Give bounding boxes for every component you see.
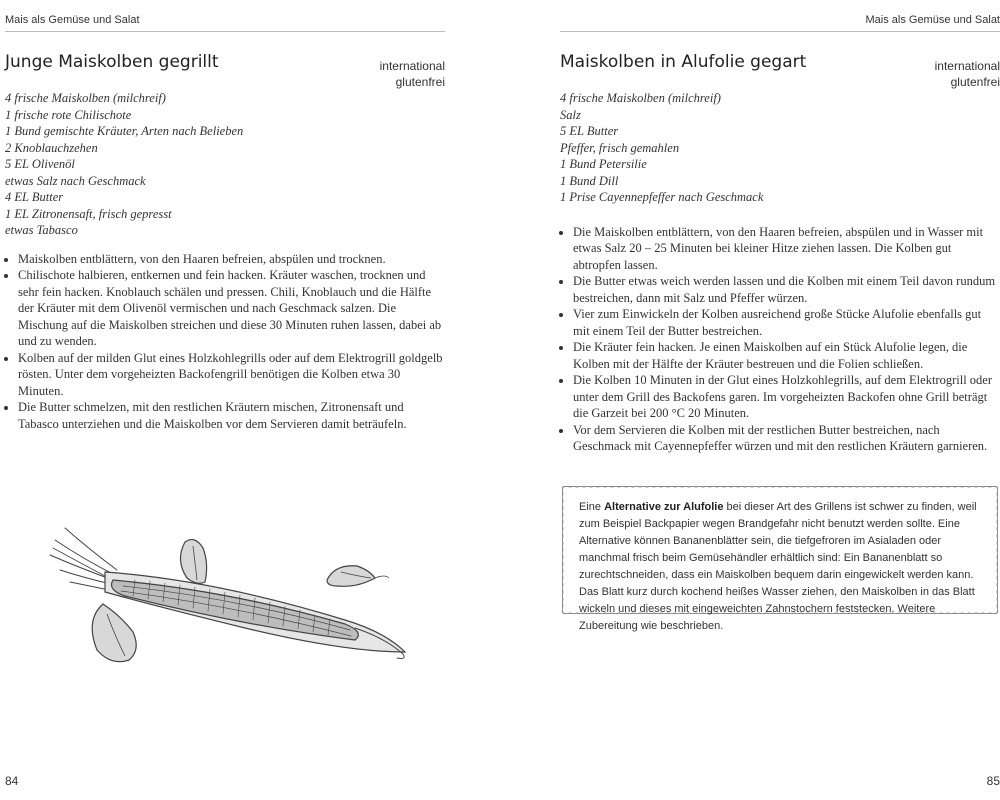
tag-glutenfree: glutenfrei [950,75,1000,89]
instruction-step: • Die Kräuter fein hacken. Je einen Maiskolben auf ein Stück Alufolie legen, die Kolben mit der Hälfte der Kräuter bestreuen und die Folien schließen. [573,339,1000,372]
instruction-step: • Kolben auf der milden Glut eines Holzkohlegrills oder auf dem Elektrogrill goldgelb rösten. Unter dem vorgeheizten Backofengrill benötigen die Kolben etwa 30 Minuten. [18,350,445,400]
tip-intro: Eine [579,501,605,513]
page-number: 84 [5,774,19,788]
ingredient-item: 1 Bund Petersilie [560,157,647,171]
instruction-list [5,251,445,433]
ingredient-list [560,90,1000,206]
running-head: Mais als Gemüse und Salat [5,14,140,26]
tip-body: bei dieser Art des Grillens ist schwer zu finden, weil zum Beispiel Backpapier wegen Brandgefahr nicht benutzt werden sollte. Eine Alternative können Bananenblätter sein, die tiefgefroren im Asialaden oder manchmal frisch beim Gemüsehändler erhältlich sind: Ein Bananenblatt so zurechtschneiden, dass ein Maiskolben bequem darin eingewickelt werden kann. Das Blatt kurz durch kochend heißes Wasser ziehen, den Maiskolben in das Blatt wickeln und dieses mit eingeweichten Zahnstochern feststecken. Weitere Zubereitung wie beschrieben. [579,501,977,632]
page-number: 85 [986,774,1000,788]
recipe-tags [380,58,445,90]
instruction-step: • Vor dem Servieren die Kolben mit der restlichen Butter bestreichen, nach Geschmack mit Cayennepfeffer würzen und mit den restlichen Kräutern garnieren. [573,422,1000,455]
tag-international: international [934,59,1000,73]
ingredient-item: 5 EL Butter [560,124,619,138]
tag-glutenfree: glutenfrei [395,75,445,89]
ingredient-item: Pfeffer, frisch gemahlen [560,140,680,155]
corn-garlic-illustration [45,520,415,680]
tag-international: international [379,59,445,73]
recipe-title: Junge Maiskolben gegrillt [5,52,219,72]
ingredient-item: 2 Knoblauchzehen [5,140,98,155]
ingredient-item: 5 EL Olivenöl [5,157,75,171]
recipe-header [5,32,445,90]
recipe-header [560,32,1000,90]
instruction-step: • Die Kolben 10 Minuten in der Glut eines Holzkohlegrills, auf dem Elektrogrill oder unter dem Grill des Backofens garen. Im vorgeheizten Backofen ohne Grill beträgt die Garzeit bei 200 °C 20 Minuten. [573,372,1000,422]
ingredient-item: 1 EL Zitronensaft, frisch gepresst [5,206,172,221]
ingredient-item: Salz [560,107,581,122]
ingredient-item: 4 frische Maiskolben (milchreif) [5,91,166,105]
left-page [5,0,445,800]
ingredient-item: 4 frische Maiskolben (milchreif) [560,91,721,105]
ingredient-item: 1 frische rote Chilischote [5,107,132,122]
instruction-step: • Vier zum Einwickeln der Kolben ausreichend große Stücke Alufolie ebenfalls gut mit einem Teil der Butter bestreichen. [573,306,1000,339]
instruction-list [560,224,1000,455]
ingredient-item: 1 Bund gemischte Kräuter, Arten nach Belieben [5,124,244,138]
tip-text [579,499,989,635]
instruction-step: • Die Maiskolben entblättern, von den Haaren befreien, abspülen und in Wasser mit etwas Salz 20 – 25 Minuten bei kleiner Hitze ziehen lassen. Die Kolben gut abtropfen lassen. [573,224,1000,274]
ingredient-item: etwas Salz nach Geschmack [5,173,146,188]
ingredient-item: 4 EL Butter [5,190,64,204]
instruction-step: • Die Butter schmelzen, mit den restlichen Kräutern mischen, Zitronensaft und Tabasco unterziehen und die Maiskolben vor dem Servieren damit beträufeln. [18,399,445,432]
recipe-tags [935,58,1000,90]
right-page [560,0,1000,800]
ingredient-list [5,90,445,239]
instruction-step: • Die Butter etwas weich werden lassen und die Kolben mit einem Teil davon rundum bestreichen, dann mit Salz und Pfeffer würzen. [573,273,1000,306]
instruction-step: • Maiskolben entblättern, von den Haaren befreien, abspülen und trocknen. [18,251,445,268]
recipe-title: Maiskolben in Alufolie gegart [560,52,807,72]
ingredient-item: etwas Tabasco [5,223,78,237]
tip-highlight: Alternative zur Alufolie [604,501,724,513]
tip-box [562,486,998,632]
ingredient-item: 1 Prise Cayennepfeffer nach Geschmack [560,190,764,204]
running-head: Mais als Gemüse und Salat [865,14,1000,26]
instruction-step: • Chilischote halbieren, entkernen und fein hacken. Kräuter waschen, trocknen und sehr fein hacken. Knoblauch schälen und pressen. Chili, Knoblauch und die Hälfte der Kräuter mit dem Olivenöl vermischen und nach Geschmack salzen. Die Mischung auf die Maiskolben streichen und diese 30 Minuten ruhen lassen, dabei ab und zu wenden. [18,267,445,350]
ingredient-item: 1 Bund Dill [560,173,619,188]
